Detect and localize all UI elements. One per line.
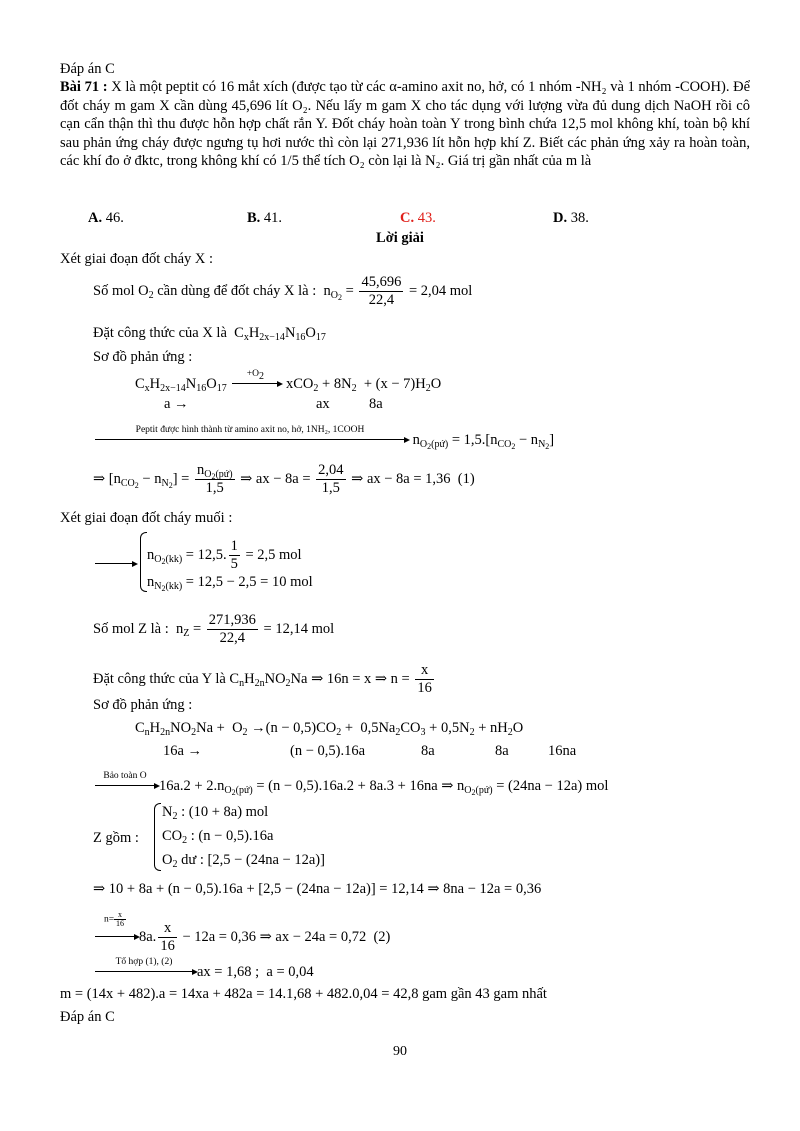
peptide-rule: Peptit được hình thành từ amino axit no, hở, 1NH₂, 1COOH $n_{O_2(pứ)} = 1,5.[n_{CO_2} - n_{N_2}]$ bbox=[93, 428, 554, 449]
problem-label: Bài 71 : bbox=[60, 79, 108, 95]
option-b[interactable]: B. 41. bbox=[247, 210, 283, 226]
eq-1: ⇒ $[n_{CO_2} - n_{N_2}]$ = $\frac{n_{O_2(pứ)}}{1,5}$ ⇒ ax − 8a = $\frac{2,04}{1,5}$ ⇒ ax − 8a = 1,36 (1) bbox=[93, 462, 475, 496]
reaction2-moles-co2: (n − 0,5).16a bbox=[290, 743, 366, 759]
eq-final-m: m = (14x + 482).a = 14xa + 482a = 14.1,68 + 482.0,04 = 42,8 gam gần 43 gam nhất bbox=[60, 986, 547, 1002]
reaction1-moles-a: a → bbox=[164, 396, 189, 412]
problem-statement bbox=[60, 78, 750, 171]
reaction2: $C_nH_{2n}NO_2Na + O_2 \to(n - 0,5)CO_2 + 0,5Na_2CO_3 + 0,5N_2 + nH_2O$ bbox=[135, 720, 524, 738]
eq-bt-o: Bảo toàn O $16a.2 + 2.n_{O_2(pứ)} = (n - 0,5).16a.2 + 8a.3 + 16na$ ⇒ $n_{O_2(pứ)} = (24na - 12a)$ mol bbox=[93, 774, 608, 795]
eq-z-sum: ⇒ 10 + 8a + (n − 0,5).16a + [2,5 − (24na − 12a)] = 12,14 ⇒ 8na − 12a = 0,36 bbox=[93, 881, 542, 897]
reaction2-moles-n2: 8a bbox=[495, 743, 509, 759]
formula-y: Đặt công thức của Y là $C_nH_{2n}NO_2Na$ ⇒ 16n = x ⇒ n = $\frac{x}{16}$ bbox=[93, 662, 432, 696]
page-number: 90 bbox=[393, 1044, 407, 1059]
z-o2: $O_2$ dư : [2,5 − (24na − 12a)] bbox=[162, 852, 325, 870]
option-a[interactable]: A. 46. bbox=[88, 210, 124, 226]
problem-text: X là một peptit có 16 mắt xích (được tạo từ các α-amino axit no, hở, có 1 nhóm -NH₂ và 1 nhóm -COOH). Để đốt cháy m gam X cần dùng 45,696 lít O₂. Nếu lấy m gam X cho tác dụng với lượng vừa đủ dung dịch NaOH rồi cô cạn cẩn thận thì thu được hỗn hợp chất rắn Y. Đốt cháy hoàn toàn Y trong bình chứa 12,5 mol không khí, toàn bộ khí sau phản ứng cháy được ngưng tụ hơi nước thì còn lại 271,936 lít hỗn hợp khí Z. Biết các phản ứng xảy ra hoàn toàn, các khí đo ở đktc, trong không khí có 1/5 thể tích O₂ còn lại là N₂. Giá trị gần nhất của m là bbox=[60, 79, 751, 170]
reaction1-moles-8a: 8a bbox=[369, 396, 383, 412]
option-d[interactable]: D. 38. bbox=[553, 210, 589, 226]
z-label: Z gồm : bbox=[93, 830, 139, 846]
z-n2: $N_2$ : (10 + 8a) mol bbox=[162, 804, 269, 822]
eq-mol-o2: Số mol $O_2$ cần dùng để đốt cháy X là : $n_{O_2}$ = $\frac{45,696}{22,4}$ = 2,04 mol bbox=[93, 274, 473, 308]
eq-n2-air: $n_{N_2(kk)} = 12,5 - 2,5 = 10$ mol bbox=[147, 574, 313, 593]
brace-z bbox=[154, 803, 161, 871]
reaction2-moles-16a: 16a → bbox=[163, 743, 203, 759]
answer-footer: Đáp án C bbox=[60, 1009, 115, 1025]
reaction1-moles-ax: ax bbox=[316, 396, 330, 412]
option-c[interactable]: C. 43. bbox=[400, 210, 436, 226]
answer-header: Đáp án C bbox=[60, 61, 115, 77]
brace-arrow bbox=[93, 552, 137, 573]
solution-title: Lời giải bbox=[376, 230, 424, 246]
stage2-heading: Xét giai đoạn đốt cháy muối : bbox=[60, 510, 233, 526]
brace-air bbox=[140, 532, 147, 592]
eq-2: n= $\frac{x}{16}$ 8a. $\frac{x}{16}$ − 12a = 0,36 ⇒ ax − 24a = 0,72 (2) bbox=[93, 920, 390, 955]
stage1-heading: Xét giai đoạn đốt cháy X : bbox=[60, 251, 214, 267]
z-co2: $CO_2$ : (n − 0,5).16a bbox=[162, 828, 274, 846]
scheme2-label: Sơ đồ phản ứng : bbox=[93, 697, 193, 713]
reaction1: $C_xH_{2x-14}N_{16}O_{17}$ $+O_2$ $xCO_2 + 8N_2 + (x - 7)H_2O$ bbox=[135, 369, 442, 394]
reaction2-moles-na2co3: 8a bbox=[421, 743, 435, 759]
scheme1-label: Sơ đồ phản ứng : bbox=[93, 349, 193, 365]
eq-mol-z: Số mol Z là : $n_Z$ = $\frac{271,936}{22,4}$ = 12,14 mol bbox=[93, 612, 335, 646]
formula-x: Đặt công thức của X là $C_xH_{2x-14}N_{16}O_{17}$ bbox=[93, 325, 326, 343]
eq-o2-air: $n_{O_2(kk)} = 12,5$. $\frac{1}{5}$ = 2,5 mol bbox=[147, 538, 302, 572]
eq-combine: Tổ hợp (1), (2) ax = 1,68 ; a = 0,04 bbox=[93, 960, 314, 981]
reaction2-moles-h2o: 16na bbox=[548, 743, 577, 759]
